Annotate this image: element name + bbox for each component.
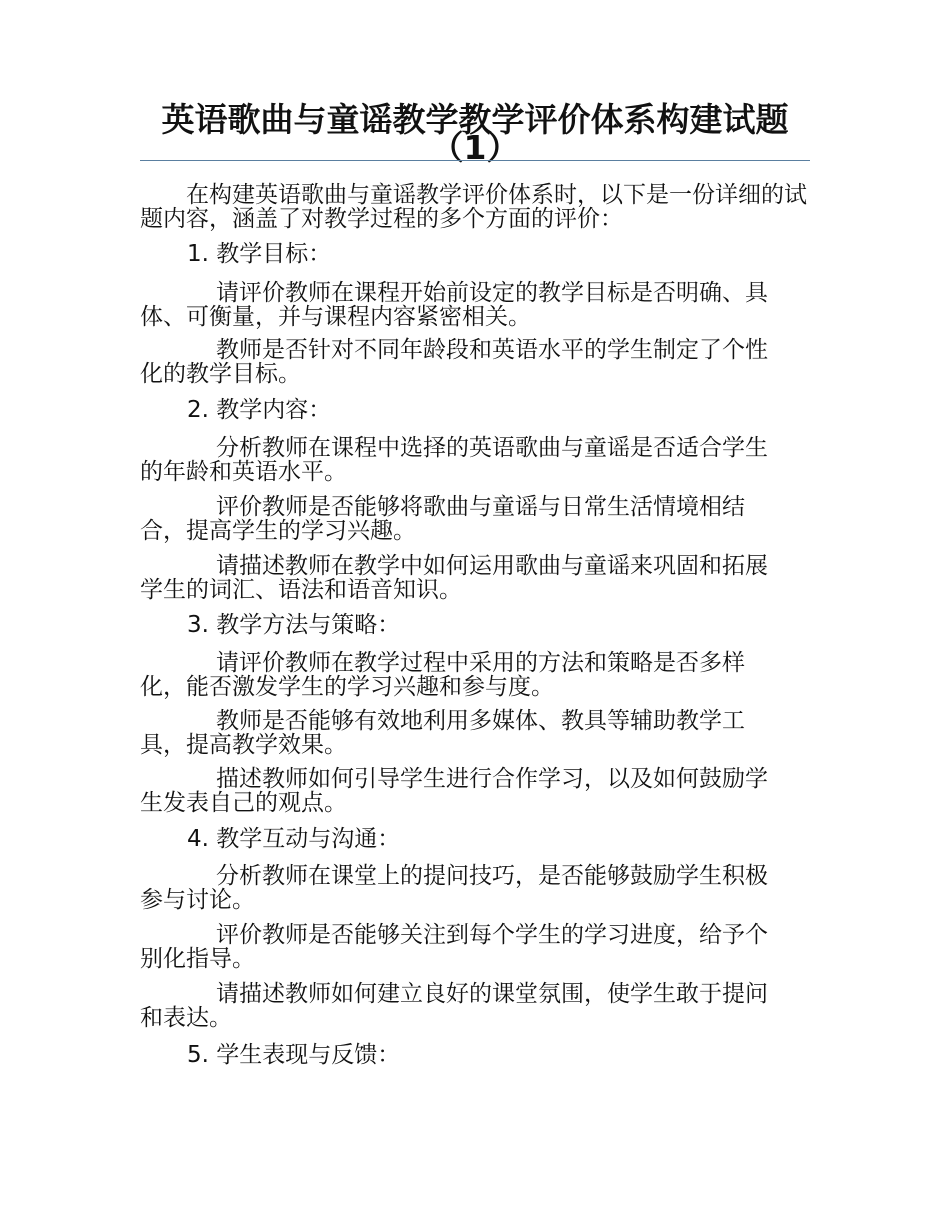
section-1-item-2: 教师是否针对不同年龄段和英语水平的学生制定了个性化的教学目标。	[140, 337, 768, 387]
title-divider	[140, 160, 810, 161]
section-heading-3: 3. 教学方法与策略：	[187, 612, 401, 638]
section-2-item-2: 评价教师是否能够将歌曲与童谣与日常生活情境相结合，提高学生的学习兴趣。	[140, 494, 745, 544]
section-heading-5: 5. 学生表现与反馈：	[187, 1042, 401, 1068]
section-2-item-1: 分析教师在课程中选择的英语歌曲与童谣是否适合学生的年龄和英语水平。	[140, 435, 768, 485]
section-4-item-3: 请描述教师如何建立良好的课堂氛围，使学生敢于提问和表达。	[140, 981, 768, 1031]
section-heading-2: 2. 教学内容：	[187, 397, 332, 423]
section-3-item-3: 描述教师如何引导学生进行合作学习，以及如何鼓励学生发表自己的观点。	[140, 766, 768, 816]
section-heading-1: 1. 教学目标：	[187, 241, 332, 267]
intro-paragraph: 在构建英语歌曲与童谣教学评价体系时，以下是一份详细的试题内容，涵盖了对教学过程的多个方面的评价：	[140, 182, 807, 232]
section-1-item-1: 请评价教师在课程开始前设定的教学目标是否明确、具体、可衡量，并与课程内容紧密相关。	[140, 280, 768, 330]
section-4-item-2: 评价教师是否能够关注到每个学生的学习进度，给予个别化指导。	[140, 922, 768, 972]
section-heading-4: 4. 教学互动与沟通：	[187, 826, 401, 852]
section-2-item-3: 请描述教师在教学中如何运用歌曲与童谣来巩固和拓展学生的词汇、语法和语音知识。	[140, 553, 768, 603]
section-3-item-2: 教师是否能够有效地利用多媒体、教具等辅助教学工具，提高教学效果。	[140, 708, 745, 758]
section-3-item-1: 请评价教师在教学过程中采用的方法和策略是否多样化，能否激发学生的学习兴趣和参与度。	[140, 650, 745, 700]
document-title: 英语歌曲与童谣教学教学评价体系构建试题（1）	[161, 100, 789, 167]
section-4-item-1: 分析教师在课堂上的提问技巧，是否能够鼓励学生积极参与讨论。	[140, 863, 768, 913]
